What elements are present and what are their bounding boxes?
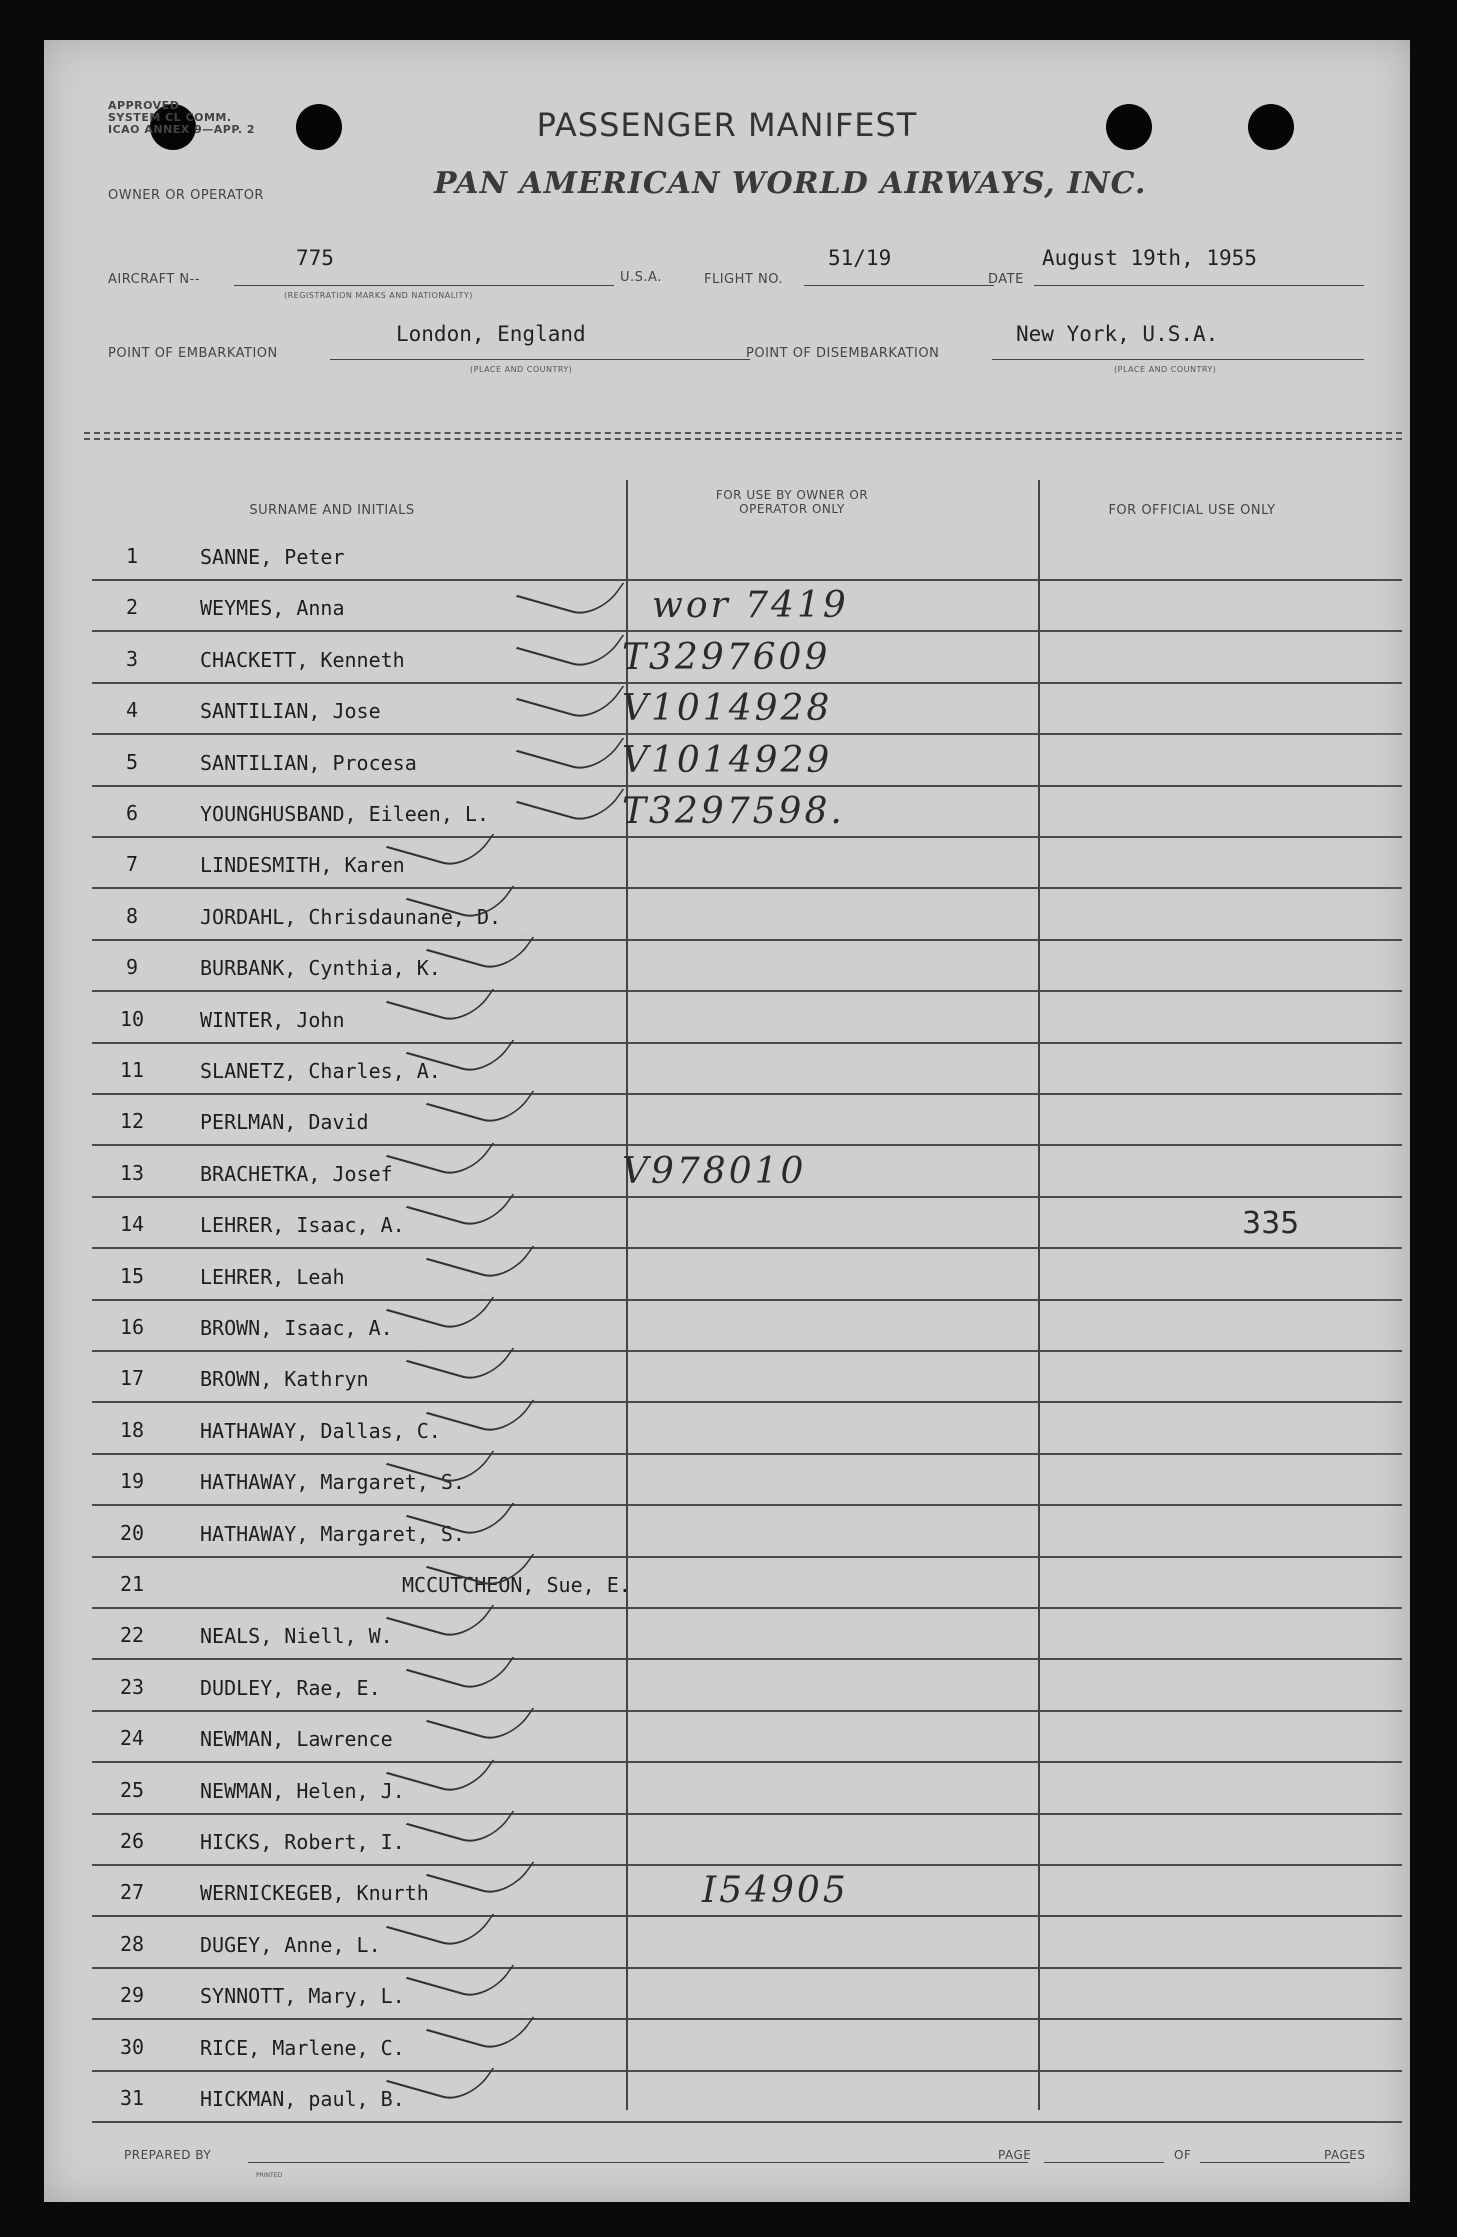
row-number: 16 bbox=[119, 1315, 145, 1339]
passenger-name: HATHAWAY, Margaret, S. bbox=[200, 1521, 465, 1546]
page-underline bbox=[1044, 2162, 1164, 2163]
passenger-name: BROWN, Kathryn bbox=[200, 1367, 369, 1392]
approval-line: SYSTEM CL COMM. bbox=[108, 111, 232, 124]
passenger-name: BRACHETKA, Josef bbox=[200, 1161, 393, 1186]
passenger-name: BROWN, Isaac, A. bbox=[200, 1316, 393, 1340]
table-row bbox=[92, 1762, 1402, 1815]
passenger-name: LEHRER, Leah bbox=[200, 1264, 345, 1289]
disembarkation-label: POINT OF DISEMBARKATION bbox=[746, 346, 940, 361]
embarkation-label: POINT OF EMBARKATION bbox=[108, 346, 278, 361]
passenger-name: HATHAWAY, Margaret, S. bbox=[200, 1470, 465, 1495]
table-row bbox=[92, 1196, 1402, 1249]
place-sublabel: (PLACE AND COUNTRY) bbox=[1114, 365, 1217, 374]
row-number: 11 bbox=[119, 1058, 145, 1082]
of-underline bbox=[1200, 2162, 1350, 2163]
airline-name: PAN AMERICAN WORLD AIRWAYS, INC. bbox=[434, 166, 1147, 201]
row-number: 3 bbox=[125, 646, 139, 671]
printer-stamp: PRINTED bbox=[256, 2172, 283, 2179]
prepared-by-underline bbox=[248, 2162, 1028, 2163]
passenger-name: CHACKETT, Kenneth bbox=[200, 647, 405, 672]
pages-label: PAGES bbox=[1324, 2148, 1366, 2162]
prepared-by-label: PREPARED BY bbox=[124, 2148, 212, 2162]
row-number: 23 bbox=[119, 1674, 145, 1699]
table-row bbox=[92, 991, 1402, 1044]
row-number: 5 bbox=[125, 749, 139, 774]
row-number: 13 bbox=[119, 1160, 145, 1185]
of-label: OF bbox=[1174, 2148, 1192, 2162]
table-row bbox=[92, 1813, 1402, 1866]
table-row bbox=[92, 1967, 1402, 2020]
passenger-name: SLANETZ, Charles, A. bbox=[200, 1059, 441, 1083]
row-number: 12 bbox=[119, 1109, 145, 1134]
table-row bbox=[92, 2070, 1402, 2123]
embarkation-place: London, England bbox=[396, 322, 586, 346]
passenger-name: HICKMAN, paul, B. bbox=[200, 2087, 405, 2111]
passenger-name: SANTILIAN, Procesa bbox=[200, 750, 417, 775]
operator-annotation: V1014928 bbox=[622, 688, 833, 730]
table-row bbox=[92, 579, 1402, 632]
passenger-name: JORDAHL, Chrisdaunane, D. bbox=[200, 904, 502, 929]
passenger-name: SYNNOTT, Mary, L. bbox=[200, 1984, 405, 2009]
row-number: 14 bbox=[119, 1212, 145, 1237]
passenger-table bbox=[92, 434, 1402, 2124]
passenger-name: DUGEY, Anne, L. bbox=[200, 1932, 381, 1957]
table-row bbox=[92, 1607, 1402, 1660]
table-row bbox=[92, 734, 1402, 787]
aircraft-underline bbox=[234, 285, 614, 286]
disembarkation-place: New York, U.S.A. bbox=[1016, 322, 1219, 346]
table-row bbox=[92, 785, 1402, 838]
aircraft-label: AIRCRAFT N-- bbox=[108, 272, 201, 287]
row-number: 31 bbox=[119, 2086, 145, 2110]
passenger-name: PERLMAN, David bbox=[200, 1110, 369, 1135]
flight-underline bbox=[804, 285, 994, 286]
operator-annotation: wor 7419 bbox=[652, 585, 849, 627]
table-row bbox=[92, 1248, 1402, 1301]
row-number: 28 bbox=[119, 1931, 145, 1956]
row-number: 10 bbox=[119, 1006, 145, 1031]
flight-label: FLIGHT NO. bbox=[704, 272, 784, 287]
table-row bbox=[92, 1299, 1402, 1352]
passenger-name: NEWMAN, Helen, J. bbox=[200, 1778, 405, 1803]
passenger-name: NEALS, Niell, W. bbox=[200, 1624, 393, 1649]
row-number: 30 bbox=[119, 2034, 145, 2059]
operator-annotation: V1014929 bbox=[622, 739, 833, 781]
table-row bbox=[92, 1093, 1402, 1146]
flight-date: August 19th, 1955 bbox=[1042, 246, 1257, 270]
passenger-name: WERNICKEGEB, Knurth bbox=[200, 1881, 429, 1906]
row-number: 7 bbox=[125, 852, 139, 877]
column-header-official: FOR OFFICIAL USE ONLY bbox=[1108, 503, 1276, 518]
country-code: U.S.A. bbox=[620, 270, 662, 285]
operator-annotation: T3297609 bbox=[622, 636, 831, 678]
passenger-name: SANTILIAN, Jose bbox=[200, 699, 381, 724]
row-number: 9 bbox=[125, 955, 139, 980]
row-number: 4 bbox=[125, 698, 139, 723]
table-row bbox=[92, 682, 1402, 735]
passenger-name: HICKS, Robert, I. bbox=[200, 1830, 405, 1854]
column-header-surname: SURNAME AND INITIALS bbox=[249, 503, 415, 518]
passenger-name: HATHAWAY, Dallas, C. bbox=[200, 1418, 441, 1443]
passenger-name: WINTER, John bbox=[200, 1007, 345, 1032]
operator-annotation: T3297598. bbox=[622, 791, 845, 832]
table-row bbox=[92, 528, 1402, 581]
row-number: 8 bbox=[125, 903, 139, 928]
row-number: 25 bbox=[119, 1777, 145, 1802]
row-number: 22 bbox=[119, 1623, 145, 1648]
row-number: 27 bbox=[119, 1880, 145, 1905]
passenger-name: SANNE, Peter bbox=[200, 545, 345, 569]
row-number: 18 bbox=[119, 1417, 145, 1442]
table-row bbox=[92, 1710, 1402, 1763]
approval-line: APPROVED bbox=[108, 99, 180, 112]
table-row bbox=[92, 2019, 1402, 2072]
disembarkation-underline bbox=[992, 359, 1364, 360]
table-row bbox=[92, 1659, 1402, 1712]
table-row bbox=[92, 1042, 1402, 1095]
table-row bbox=[92, 1916, 1402, 1969]
table-row bbox=[92, 1145, 1402, 1198]
table-row bbox=[92, 1350, 1402, 1403]
passenger-name: MCCUTCHEON, Sue, E. bbox=[402, 1573, 631, 1597]
column-header-operator: FOR USE BY OWNER OR OPERATOR ONLY bbox=[715, 488, 869, 516]
passenger-name: YOUNGHUSBAND, Eileen, L. bbox=[200, 802, 489, 826]
row-number: 2 bbox=[125, 595, 139, 620]
passenger-name: RICE, Marlene, C. bbox=[200, 2035, 405, 2060]
row-number: 26 bbox=[119, 1829, 145, 1853]
row-number: 19 bbox=[119, 1469, 145, 1494]
passenger-name: BURBANK, Cynthia, K. bbox=[200, 956, 441, 981]
page-label: PAGE bbox=[998, 2148, 1032, 2162]
operator-annotation: I54905 bbox=[702, 1870, 849, 1912]
table-row bbox=[92, 836, 1402, 889]
approval-line: ICAO ANNEX 9—APP. 2 bbox=[108, 123, 256, 136]
date-underline bbox=[1034, 285, 1364, 286]
aircraft-number: 775 bbox=[296, 246, 334, 270]
place-sublabel: (PLACE AND COUNTRY) bbox=[470, 365, 573, 374]
passenger-name: WEYMES, Anna bbox=[200, 596, 345, 621]
table-row bbox=[92, 631, 1402, 684]
table-row bbox=[92, 1505, 1402, 1558]
operator-annotation: V978010 bbox=[622, 1150, 807, 1192]
flight-number: 51/19 bbox=[828, 246, 892, 270]
passenger-name: LINDESMITH, Karen bbox=[200, 853, 405, 878]
table-row bbox=[92, 1556, 1402, 1609]
table-row bbox=[92, 939, 1402, 992]
table-row bbox=[92, 1453, 1402, 1506]
owner-label: OWNER OR OPERATOR bbox=[108, 188, 264, 203]
page-title: PASSENGER MANIFEST bbox=[536, 106, 918, 144]
row-number: 24 bbox=[119, 1726, 145, 1751]
row-number: 29 bbox=[119, 1983, 145, 2008]
row-number: 17 bbox=[119, 1366, 145, 1391]
embarkation-underline bbox=[330, 359, 750, 360]
official-annotation: 335 bbox=[1242, 1206, 1300, 1242]
row-number: 1 bbox=[125, 544, 139, 568]
row-number: 20 bbox=[119, 1520, 145, 1545]
manifest-sheet bbox=[44, 40, 1410, 2202]
row-number: 21 bbox=[119, 1572, 145, 1596]
passenger-name: NEWMAN, Lawrence bbox=[200, 1727, 393, 1752]
passenger-name: LEHRER, Isaac, A. bbox=[200, 1213, 405, 1238]
date-label: DATE bbox=[988, 272, 1024, 287]
table-row bbox=[92, 888, 1402, 941]
registration-sublabel: (REGISTRATION MARKS AND NATIONALITY) bbox=[284, 291, 473, 300]
table-row bbox=[92, 1402, 1402, 1455]
table-row bbox=[92, 1864, 1402, 1917]
passenger-name: DUDLEY, Rae, E. bbox=[200, 1675, 381, 1700]
row-number: 6 bbox=[125, 801, 139, 825]
row-number: 15 bbox=[119, 1263, 145, 1288]
